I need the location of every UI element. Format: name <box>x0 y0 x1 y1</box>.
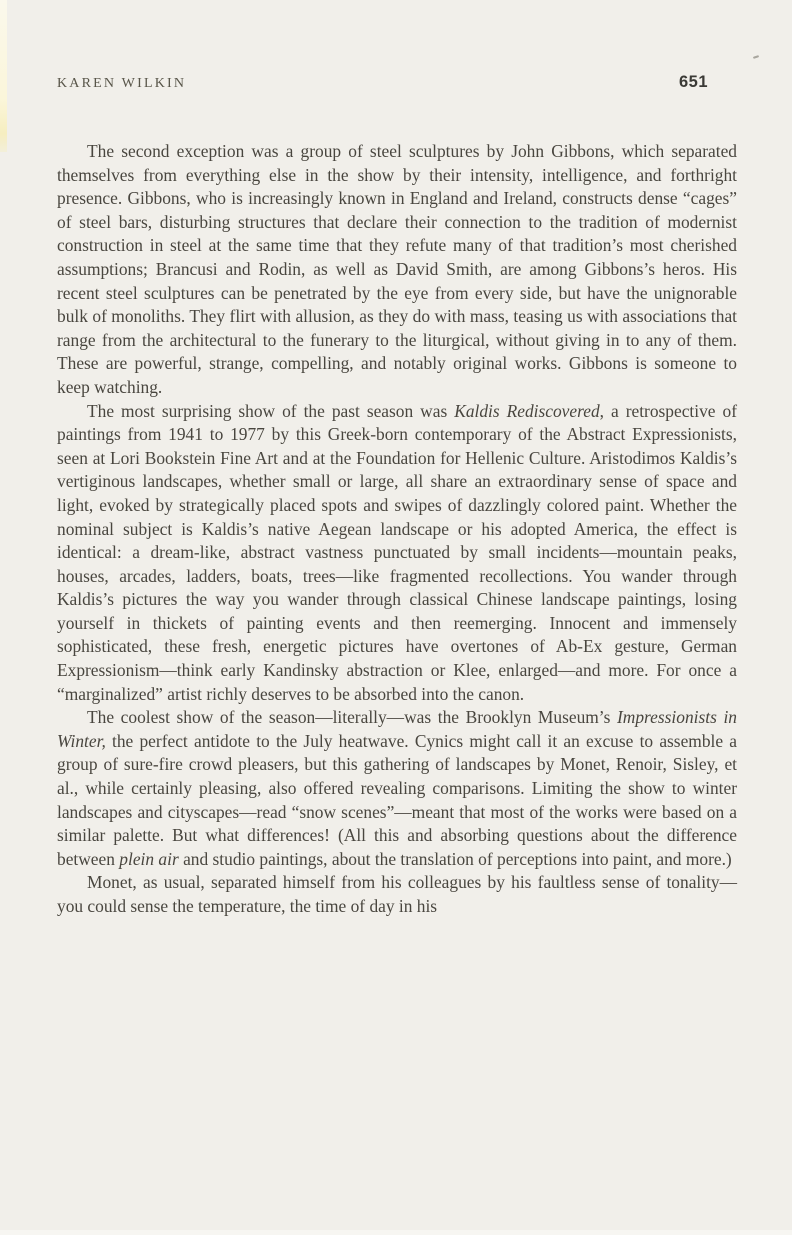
page-edge-strip <box>0 0 7 152</box>
paragraph <box>57 400 737 707</box>
paragraph <box>57 140 737 400</box>
text-run: The most surprising show of the past season was <box>87 400 455 421</box>
page-number: 651 <box>678 73 708 91</box>
text-run: the perfect antidote to the July heatwave. Cynics might call it an excuse to assemble a group of sure-fire crowd pleasers, but this gathering of landscapes by Monet, Renoir, Sisley, et al., while certainly pleasing, also offered revealing comparisons. Limiting the show to winter landscapes and cityscapes—read “snow scenes”—meant that most of the works were based on a similar palette. But what differences! (All this and absorbing questions about the difference between <box>57 730 737 869</box>
text-run: The second exception was a group of steel sculptures by John Gibbons, which separated themselves from everything else in the show by their intensity, intelligence, and forthright presence. Gibbons, who is increasingly known in England and Ireland, constructs dense “cages” of steel bars, disturbing structures that declare their connection to the tradition of modernist construction in steel at the same time that they refute many of that tradition’s most cherished assumptions; Brancusi and Rodin, as well as David Smith, are among Gibbons’s heros. His recent steel sculptures can be penetrated by the eye from every side, but have the unignorable bulk of monoliths. They flirt with allusion, as they do with mass, teasing us with associations that range from the architectural to the funerary to the liturgical, without giving in to any of them. These are powerful, strange, compelling, and notably original works. Gibbons is someone to keep watching. <box>57 141 737 397</box>
scan-speck-artifact <box>753 55 759 59</box>
text-run: and studio paintings, about the translation of perceptions into paint, and more.) <box>178 848 732 869</box>
italic-text-run: Kaldis Rediscovered <box>454 400 600 421</box>
text-run: Monet, as usual, separated himself from his colleagues by his faultless sense of tonality—you could sense the temperature, the time of day in his <box>57 872 737 916</box>
article-body <box>57 140 737 919</box>
italic-text-run: Impressionists in Winter, <box>57 707 738 751</box>
italic-text-run: plein air <box>119 848 179 869</box>
page-bottom-edge <box>0 1230 792 1235</box>
paragraph <box>57 706 737 871</box>
text-run: , a retrospective of paintings from 1941 to 1977 by this Greek-born contemporary of the Abstract Expressionists, seen at Lori Bookstein Fine Art and at the Foundation for Hellenic Culture. Aristodimos Kaldis’s vertiginous landscapes, whether small or large, all share an extraordinary sense of space and light, evoked by strategically placed spots and swipes of dazzlingly colored paint. Whether the nominal subject is Kaldis’s native Aegean landscape or his adopted America, the effect is identical: a dream-like, abstract vastness punctuated by small incidents—mountain peaks, houses, arcades, ladders, boats, trees—like fragmented recollections. You wander through Kaldis’s pictures the way you wander through classical Chinese landscape paintings, losing yourself in thickets of painting events and then reemerging. Innocent and immensely sophisticated, these fresh, energetic pictures have overtones of Ab-Ex gesture, German Expressionism—think early Kandinsky abstraction or Klee, enlarged—and more. For once a “marginalized” artist richly deserves to be absorbed into the canon. <box>57 400 737 704</box>
running-head <box>57 73 708 92</box>
paragraph <box>57 871 737 918</box>
text-run: The coolest show of the season—literally—was the Brooklyn Museum’s <box>87 707 618 728</box>
running-head-author: KAREN WILKIN <box>57 76 187 91</box>
